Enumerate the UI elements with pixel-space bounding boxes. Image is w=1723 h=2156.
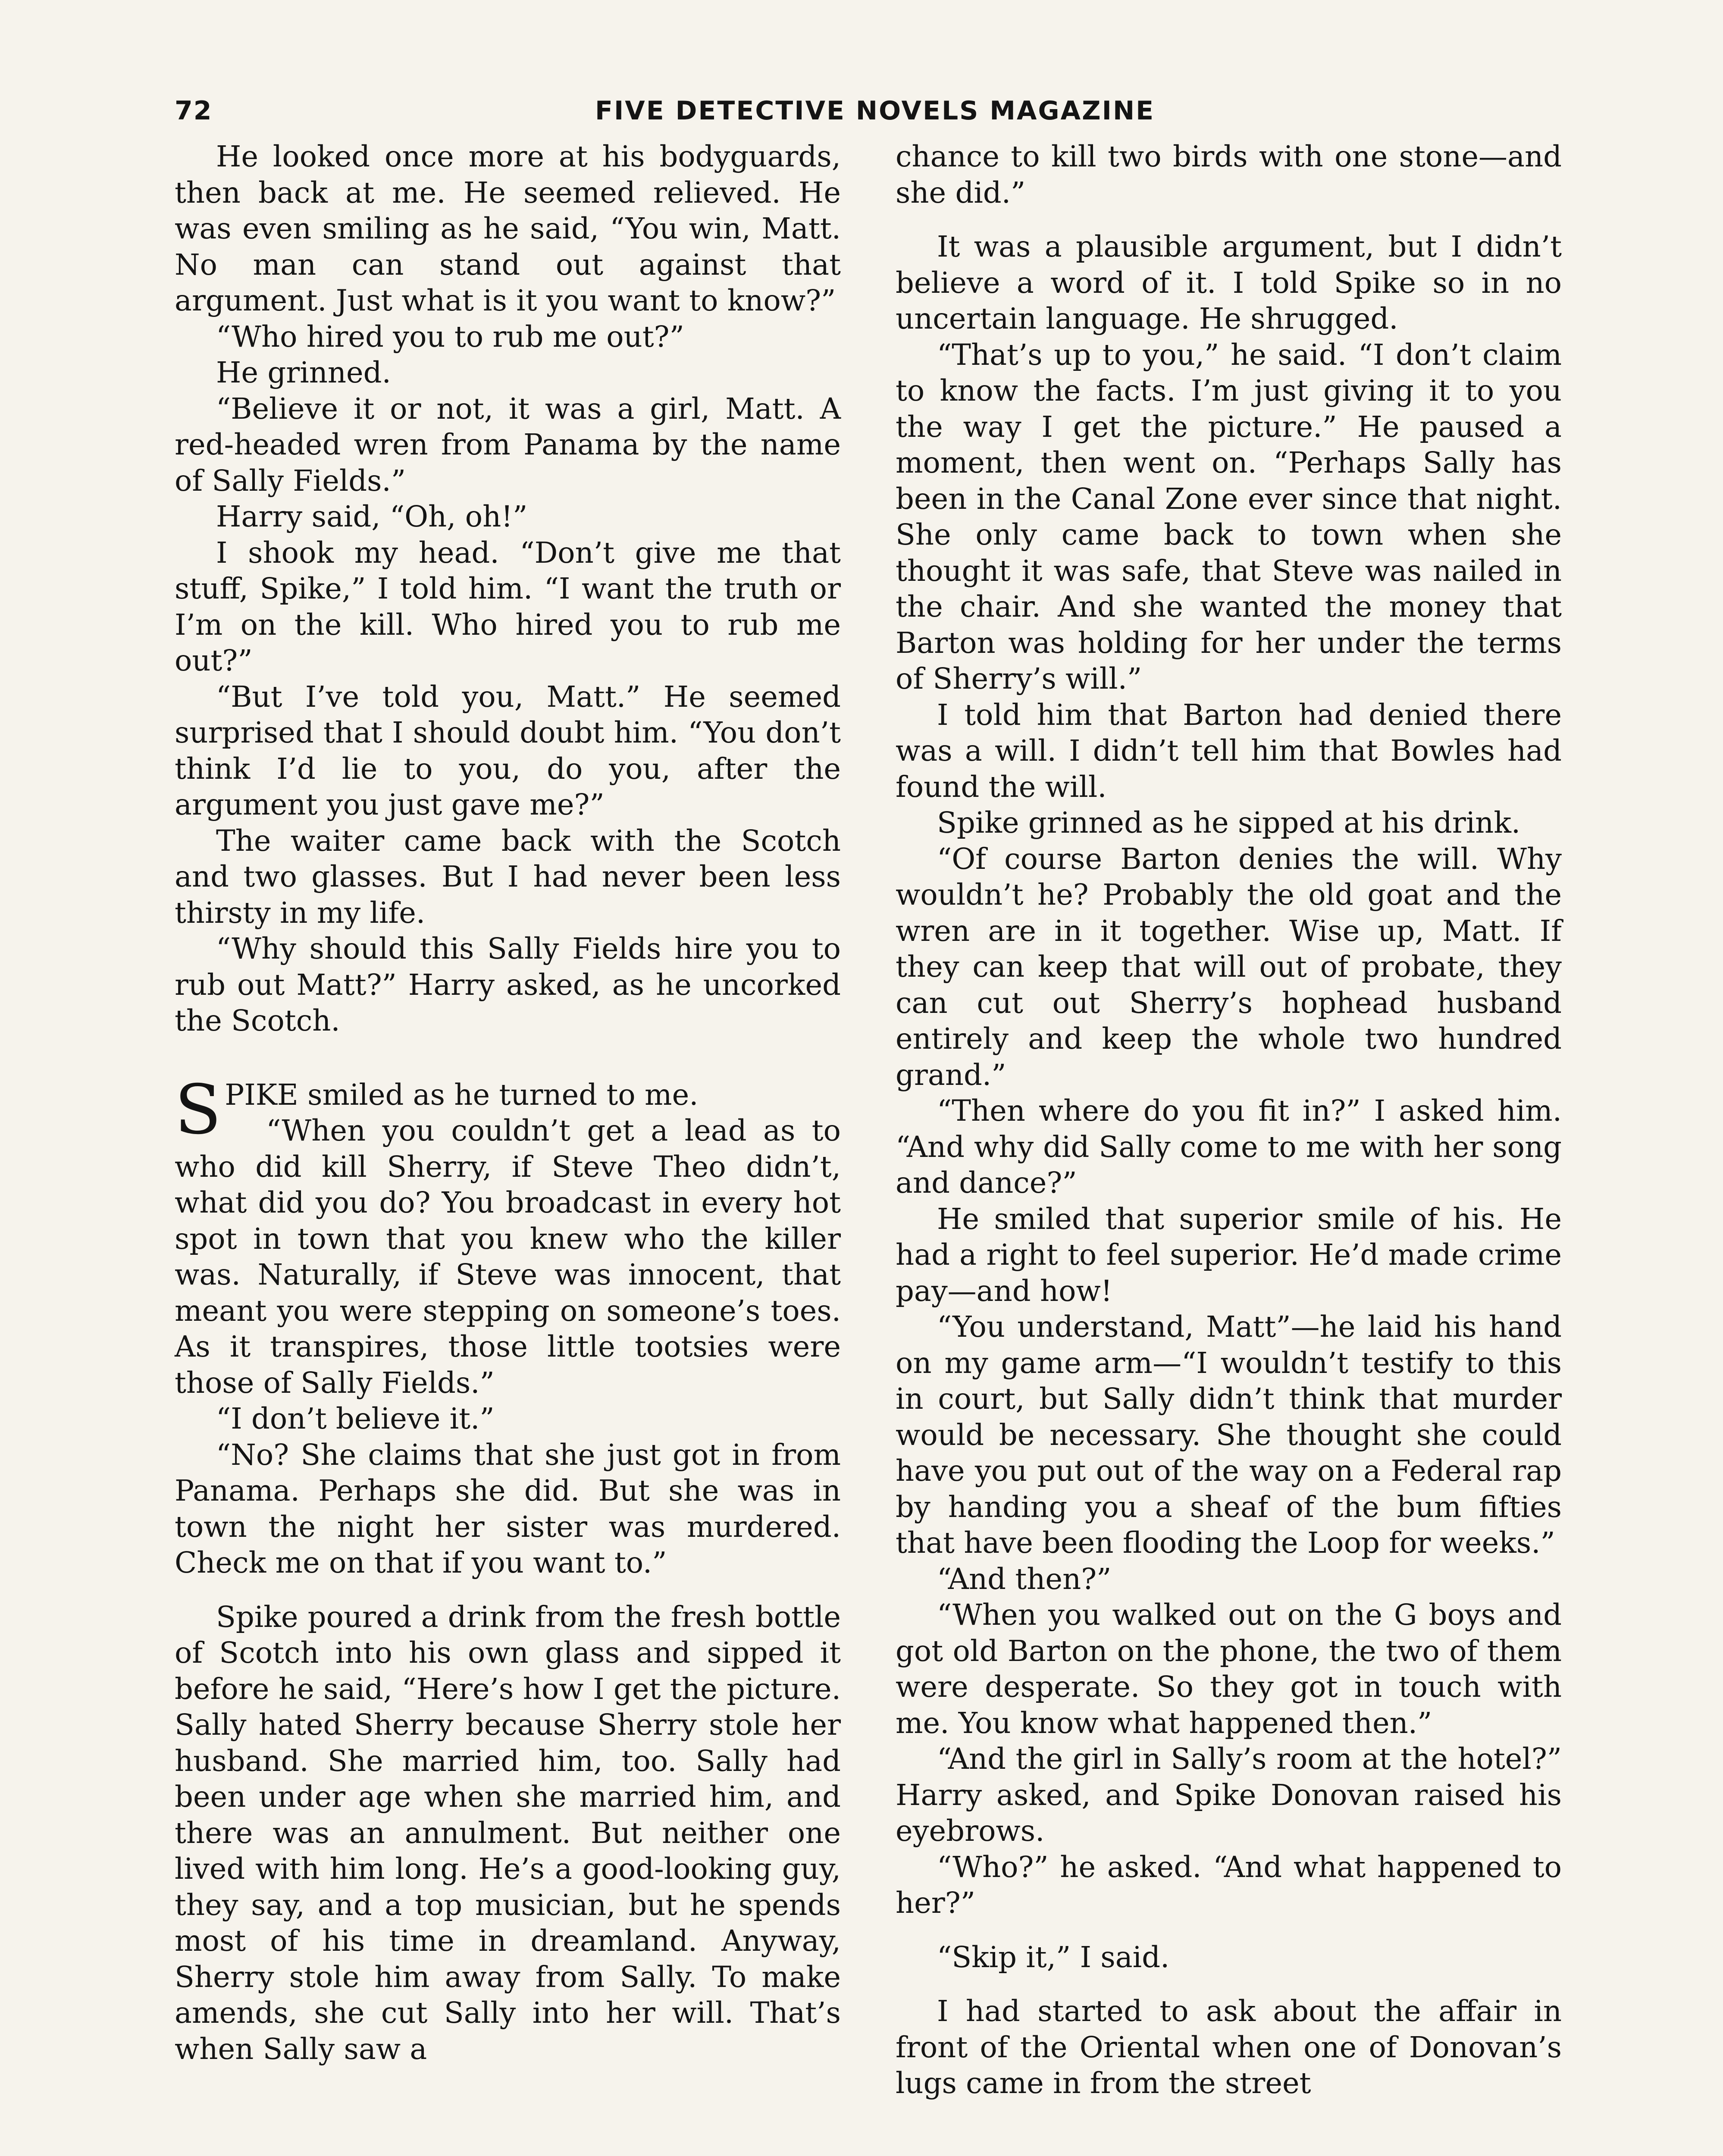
drop-cap: S [175, 1070, 222, 1150]
paragraph-continued: chance to kill two birds with one stone—and she did.” [896, 140, 1562, 210]
paragraph: “I don’t believe it.” [216, 1402, 495, 1435]
paragraph: I shook my head. “Don’t give me that stuff, Spike,” I told him. “I want the truth or I’m on the kill. Who hired you to rub me out?” [175, 536, 841, 677]
paragraph: Spike grinned as he sipped at his drink. [937, 806, 1521, 840]
paragraph: It was a plausible argument, but I didn’t believe a word of it. I told Spike so in no uncertain language. He shrugged. [896, 230, 1562, 335]
paragraph: Harry said, “Oh, oh!” [216, 500, 528, 533]
paragraph: The waiter came back with the Scotch and two glasses. But I had never been less thirsty in my life. [175, 824, 841, 930]
paragraph: “That’s up to you,” he said. “I don’t claim to know the facts. I’m just giving it to you the way I get the picture.” He paused a moment, then went on. “Perhaps Sally has been in the Canal Zone ever since that night. She only came back to town when she thought it was safe, that Steve was nailed in the chair. And she wanted the money that Barton was holding for her under the terms of Sherry’s will.” [896, 338, 1562, 696]
page-number: 72 [175, 96, 213, 126]
running-title: FIVE DETECTIVE NOVELS MAGAZINE [595, 96, 1155, 126]
paragraph: Spike poured a drink from the fresh bottle of Scotch into his own glass and sipped it before he said, “Here’s how I get the picture. Sally hated Sherry because Sherry stole her husband. She married him, too. Sally had been under age when she married him, and there was an annulment. But neither one lived with him long. He’s a good-looking guy, they say, and a top musician, but he spends most of his time in dreamland. Anyway, Sherry stole him away from Sally. To make amends, she cut Sally into her will. That’s when Sally saw a [175, 1600, 841, 2066]
paragraph: “When you couldn’t get a lead as to who did kill Sherry, if Steve Theo didn’t, what did you do? You broadcast in every hot spot in town that you knew who the killer was. Naturally, if Steve was innocent, that meant you were stepping on someone’s toes. As it transpires, those little tootsies were those of Sally Fields.” [175, 1114, 841, 1400]
small-caps-lead: PIKE [225, 1078, 298, 1112]
left-column [175, 139, 841, 2067]
paragraph: He grinned. [216, 356, 391, 389]
paragraph: “Why should this Sally Fields hire you to rub out Matt?” Harry asked, as he uncorked the Scotch. [175, 932, 841, 1037]
section-opening-paragraph [175, 1070, 841, 1150]
paragraph: I had started to ask about the affair in front of the Oriental when one of Donovan’s lugs came in from the street [896, 1994, 1562, 2100]
paragraph: I told him that Barton had denied there was a will. I didn’t tell him that Bowles had found the will. [896, 698, 1562, 804]
paragraph: “Believe it or not, it was a girl, Matt. A red-headed wren from Panama by the name of Sally Fields.” [175, 392, 841, 498]
paragraph: “Then where do you fit in?” I asked him. “And why did Sally come to me with her song and dance?” [896, 1094, 1562, 1200]
paragraph: “When you walked out on the G boys and got old Barton on the phone, the two of them were desperate. So they got in touch with me. You know what happened then.” [896, 1598, 1562, 1740]
paragraph: “But I’ve told you, Matt.” He seemed surprised that I should doubt him. “You don’t think I’d lie to you, do you, after the argument you just gave me?” [175, 680, 841, 821]
paragraph: “Who?” he asked. “And what happened to her?” [896, 1850, 1562, 1920]
paragraph: “Of course Barton denies the will. Why wouldn’t he? Probably the old goat and the wren are in it together. Wise up, Matt. If they can keep that will out of probate, they can cut out Sherry’s hophead husband entirely and keep the whole two hundred grand.” [896, 842, 1562, 1092]
paragraph: “You understand, Matt”—he laid his hand on my game arm—“I wouldn’t testify to this in court, but Sally didn’t think that murder would be necessary. She thought she could have you put out of the way on a Federal rap by handing you a sheaf of the bum fifties that have been flooding the Loop for weeks.” [896, 1310, 1562, 1560]
paragraph-text: smiled as he turned to me. [298, 1078, 699, 1112]
right-column [896, 139, 1562, 2102]
paragraph: He smiled that superior smile of his. He had a right to feel superior. He’d made crime pay—and how! [896, 1202, 1562, 1308]
paragraph: “Skip it,” I said. [937, 1940, 1170, 1974]
paragraph: “And then?” [937, 1562, 1112, 1596]
paragraph: “And the girl in Sally’s room at the hotel?” Harry asked, and Spike Donovan raised his eyebrows. [896, 1742, 1562, 1848]
paragraph: “Who hired you to rub me out?” [216, 320, 684, 354]
paragraph: “No? She claims that she just got in from Panama. Perhaps she did. But she was in town the night her sister was murdered. Check me on that if you want to.” [175, 1438, 841, 1579]
paragraph: He looked once more at his bodyguards, then back at me. He seemed relieved. He was even smiling as he said, “You win, Matt. No man can stand out against that argument. Just what is it you want to know?” [175, 140, 841, 317]
